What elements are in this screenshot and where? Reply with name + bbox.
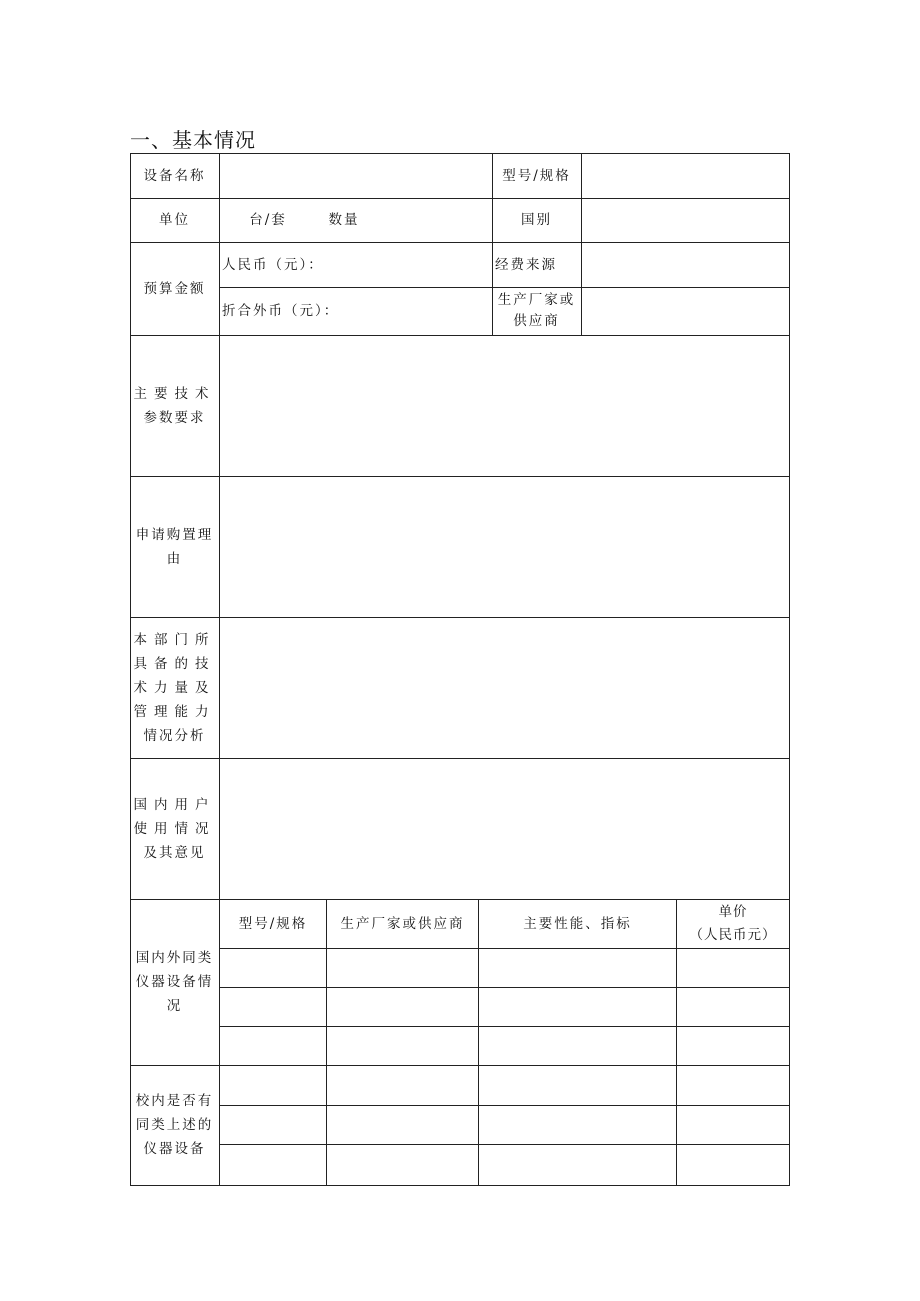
country-field[interactable] bbox=[582, 199, 789, 242]
model-label: 型号/规格 bbox=[502, 167, 571, 184]
country-label: 国别 bbox=[521, 212, 552, 228]
domestic-users-field[interactable] bbox=[220, 759, 789, 899]
similar-equipment-label bbox=[130, 899, 219, 1065]
purchase-reason-label bbox=[130, 476, 219, 617]
header-performance: 主要性能、指标 bbox=[523, 915, 632, 932]
border-bottom bbox=[130, 1185, 790, 1186]
manufacturer-label-line2: 供应商 bbox=[513, 313, 560, 329]
domestic-users-line3: 及其意见 bbox=[143, 844, 206, 861]
tech-requirements-field[interactable] bbox=[220, 336, 789, 476]
campus-equipment-line3: 仪器设备 bbox=[143, 1141, 206, 1157]
domestic-users-line2: 使用情况 bbox=[133, 820, 216, 837]
header-unit-price bbox=[677, 899, 789, 948]
tech-requirements-label bbox=[130, 335, 219, 476]
unit-value: 台/套 bbox=[249, 212, 287, 228]
header-unit-price-line2: （人民币元） bbox=[689, 926, 777, 943]
row-line bbox=[219, 1144, 790, 1145]
row-line bbox=[219, 987, 790, 988]
capability-line2: 具备的技 bbox=[133, 655, 216, 672]
quantity-label: 数量 bbox=[328, 212, 360, 228]
device-name-label: 设备名称 bbox=[143, 167, 206, 184]
row-line bbox=[219, 1026, 790, 1027]
similar-equipment-line2: 仪器设备情 bbox=[135, 974, 214, 990]
domestic-users-label bbox=[130, 758, 219, 899]
foreign-currency-label: 折合外币（元）： bbox=[222, 303, 340, 319]
capability-line1: 本部门所 bbox=[133, 631, 216, 648]
tech-requirements-line2: 参数要求 bbox=[143, 409, 206, 426]
header-model: 型号/规格 bbox=[238, 915, 308, 932]
basic-info-table bbox=[130, 153, 790, 1186]
budget-label: 预算金额 bbox=[143, 280, 206, 297]
tech-requirements-line1: 主要技术 bbox=[133, 385, 216, 402]
purchase-reason-line2: 由 bbox=[166, 550, 183, 567]
domestic-users-line1: 国内用户 bbox=[133, 796, 216, 813]
similar-equipment-line1: 国内外同类 bbox=[135, 950, 214, 966]
quantity-field[interactable] bbox=[375, 199, 491, 242]
section-title: 一、基本情况 bbox=[130, 128, 256, 152]
campus-equipment-line1: 校内是否有 bbox=[135, 1093, 214, 1109]
row-line bbox=[219, 948, 790, 949]
similar-equipment-line3: 况 bbox=[166, 998, 183, 1014]
capability-line3: 术力量及 bbox=[133, 679, 216, 696]
capability-line4: 管理能力 bbox=[133, 703, 216, 720]
header-manufacturer: 生产厂家或供应商 bbox=[340, 915, 465, 932]
rmb-label: 人民币（元）： bbox=[222, 256, 324, 273]
model-field[interactable] bbox=[582, 154, 789, 198]
manufacturer-field[interactable] bbox=[582, 288, 789, 335]
manufacturer-label-line1: 生产厂家或 bbox=[497, 292, 576, 308]
header-unit-price-line1: 单价 bbox=[718, 903, 748, 920]
fund-source-label: 经费来源 bbox=[495, 256, 557, 273]
unit-label: 单位 bbox=[159, 212, 190, 228]
campus-equipment-label bbox=[130, 1065, 219, 1185]
row-line bbox=[130, 1065, 790, 1066]
row-line bbox=[219, 1105, 790, 1106]
capability-field[interactable] bbox=[220, 618, 789, 758]
device-name-field[interactable] bbox=[220, 154, 492, 198]
campus-equipment-line2: 同类上述的 bbox=[135, 1117, 214, 1133]
purchase-reason-field[interactable] bbox=[220, 477, 789, 617]
border-right bbox=[789, 153, 790, 1186]
purchase-reason-line1: 申请购置理 bbox=[135, 526, 214, 543]
capability-label bbox=[130, 617, 219, 758]
manufacturer-label bbox=[492, 287, 581, 335]
fund-source-field[interactable] bbox=[582, 243, 789, 287]
capability-line5: 情况分析 bbox=[143, 727, 206, 744]
